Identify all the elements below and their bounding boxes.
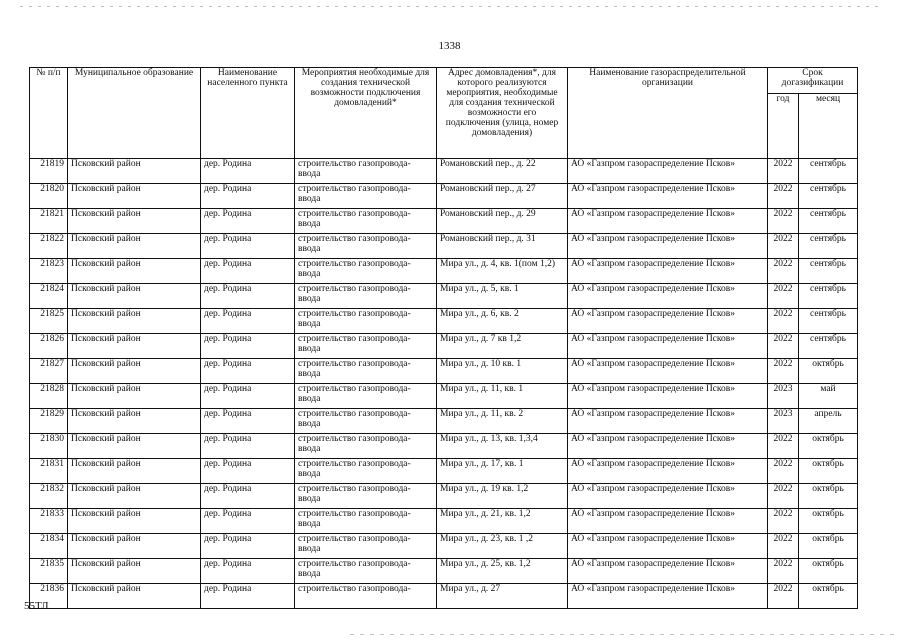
scan-artifact-top bbox=[20, 6, 880, 7]
cell-measure: строительство газопровода-ввода bbox=[295, 459, 437, 484]
cell-num: 21827 bbox=[30, 359, 68, 384]
cell-num: 21835 bbox=[30, 559, 68, 584]
cell-settlement: дер. Родина bbox=[201, 334, 295, 359]
header-settlement: Наименование населенного пункта bbox=[201, 68, 295, 159]
cell-municipality: Псковский район bbox=[68, 309, 201, 334]
cell-address: Романовский пер., д. 27 bbox=[437, 184, 568, 209]
table-row bbox=[30, 584, 858, 609]
table-row bbox=[30, 259, 858, 284]
table-header bbox=[30, 68, 858, 159]
cell-address: Мира ул., д. 5, кв. 1 bbox=[437, 284, 568, 309]
table-row bbox=[30, 434, 858, 459]
cell-num: 21821 bbox=[30, 209, 68, 234]
cell-settlement: дер. Родина bbox=[201, 209, 295, 234]
cell-organization: АО «Газпром газораспределение Псков» bbox=[568, 459, 768, 484]
table-row bbox=[30, 309, 858, 334]
cell-measure: строительство газопровода-ввода bbox=[295, 184, 437, 209]
cell-settlement: дер. Родина bbox=[201, 309, 295, 334]
cell-num: 21823 bbox=[30, 259, 68, 284]
cell-settlement: дер. Родина bbox=[201, 559, 295, 584]
cell-measure: строительство газопровода-ввода bbox=[295, 259, 437, 284]
cell-num: 21828 bbox=[30, 384, 68, 409]
cell-measure: строительство газопровода- bbox=[295, 584, 437, 609]
table-row bbox=[30, 459, 858, 484]
table-row bbox=[30, 409, 858, 434]
cell-municipality: Псковский район bbox=[68, 259, 201, 284]
table-row bbox=[30, 484, 858, 509]
cell-month: октябрь bbox=[799, 559, 858, 584]
cell-settlement: дер. Родина bbox=[201, 259, 295, 284]
gasification-table bbox=[29, 67, 858, 609]
cell-year: 2022 bbox=[768, 534, 799, 559]
cell-num: 21819 bbox=[30, 159, 68, 184]
cell-municipality: Псковский район bbox=[68, 484, 201, 509]
cell-measure: строительство газопровода-ввода bbox=[295, 484, 437, 509]
cell-address: Мира ул., д. 4, кв. 1(пом 1,2) bbox=[437, 259, 568, 284]
cell-num: 21832 bbox=[30, 484, 68, 509]
cell-year: 2022 bbox=[768, 209, 799, 234]
cell-organization: АО «Газпром газораспределение Псков» bbox=[568, 434, 768, 459]
cell-year: 2022 bbox=[768, 459, 799, 484]
cell-year: 2022 bbox=[768, 509, 799, 534]
cell-organization: АО «Газпром газораспределение Псков» bbox=[568, 334, 768, 359]
cell-measure: строительство газопровода-ввода bbox=[295, 509, 437, 534]
cell-organization: АО «Газпром газораспределение Псков» bbox=[568, 159, 768, 184]
cell-num: 21820 bbox=[30, 184, 68, 209]
table-body bbox=[30, 159, 858, 609]
cell-address: Мира ул., д. 17, кв. 1 bbox=[437, 459, 568, 484]
cell-month: сентябрь bbox=[799, 234, 858, 259]
cell-month: октябрь bbox=[799, 584, 858, 609]
header-year: год bbox=[768, 94, 799, 159]
cell-measure: строительство газопровода-ввода bbox=[295, 309, 437, 334]
cell-measure: строительство газопровода-ввода bbox=[295, 384, 437, 409]
cell-month: май bbox=[799, 384, 858, 409]
header-measures: Мероприятия необходимые для создания технической возможности подключения домовладений* bbox=[295, 68, 437, 159]
cell-municipality: Псковский район bbox=[68, 234, 201, 259]
cell-settlement: дер. Родина bbox=[201, 459, 295, 484]
table-row bbox=[30, 384, 858, 409]
cell-year: 2023 bbox=[768, 384, 799, 409]
cell-municipality: Псковский район bbox=[68, 209, 201, 234]
cell-organization: АО «Газпром газораспределение Псков» bbox=[568, 559, 768, 584]
cell-organization: АО «Газпром газораспределение Псков» bbox=[568, 309, 768, 334]
cell-month: сентябрь bbox=[799, 284, 858, 309]
cell-num: 21834 bbox=[30, 534, 68, 559]
cell-year: 2022 bbox=[768, 159, 799, 184]
cell-month: октябрь bbox=[799, 484, 858, 509]
cell-municipality: Псковский район bbox=[68, 334, 201, 359]
header-address: Адрес домовладения*, для которого реализуются мероприятия, необходимые для создания технической возможности его подключения (улица, номер домовладения) bbox=[437, 68, 568, 159]
cell-month: сентябрь bbox=[799, 209, 858, 234]
cell-year: 2022 bbox=[768, 584, 799, 609]
scan-artifact-bottom bbox=[350, 634, 899, 635]
table-row bbox=[30, 159, 858, 184]
cell-num: 21833 bbox=[30, 509, 68, 534]
cell-organization: АО «Газпром газораспределение Псков» bbox=[568, 534, 768, 559]
cell-municipality: Псковский район bbox=[68, 434, 201, 459]
cell-address: Романовский пер., д. 29 bbox=[437, 209, 568, 234]
cell-month: октябрь bbox=[799, 459, 858, 484]
header-municipality: Муниципальное образование bbox=[68, 68, 201, 159]
cell-measure: строительство газопровода-ввода bbox=[295, 209, 437, 234]
cell-measure: строительство газопровода-ввода bbox=[295, 409, 437, 434]
cell-organization: АО «Газпром газораспределение Псков» bbox=[568, 284, 768, 309]
cell-municipality: Псковский район bbox=[68, 184, 201, 209]
table-row bbox=[30, 534, 858, 559]
cell-year: 2022 bbox=[768, 234, 799, 259]
cell-num: 21830 bbox=[30, 434, 68, 459]
table-row bbox=[30, 334, 858, 359]
cell-measure: строительство газопровода-ввода bbox=[295, 334, 437, 359]
cell-measure: строительство газопровода-ввода bbox=[295, 434, 437, 459]
cell-municipality: Псковский район bbox=[68, 509, 201, 534]
cell-num: 21822 bbox=[30, 234, 68, 259]
table-row bbox=[30, 284, 858, 309]
cell-month: сентябрь bbox=[799, 159, 858, 184]
table-row bbox=[30, 184, 858, 209]
cell-year: 2022 bbox=[768, 484, 799, 509]
table-row bbox=[30, 359, 858, 384]
cell-address: Мира ул., д. 6, кв. 2 bbox=[437, 309, 568, 334]
cell-year: 2022 bbox=[768, 184, 799, 209]
cell-organization: АО «Газпром газораспределение Псков» bbox=[568, 259, 768, 284]
cell-organization: АО «Газпром газораспределение Псков» bbox=[568, 409, 768, 434]
cell-address: Мира ул., д. 19 кв. 1,2 bbox=[437, 484, 568, 509]
page-number: 1338 bbox=[438, 40, 461, 52]
header-num: № п/п bbox=[30, 68, 68, 159]
cell-settlement: дер. Родина bbox=[201, 409, 295, 434]
cell-measure: строительство газопровода-ввода bbox=[295, 359, 437, 384]
cell-month: сентябрь bbox=[799, 184, 858, 209]
cell-organization: АО «Газпром газораспределение Псков» bbox=[568, 359, 768, 384]
cell-organization: АО «Газпром газораспределение Псков» bbox=[568, 509, 768, 534]
cell-settlement: дер. Родина bbox=[201, 484, 295, 509]
cell-settlement: дер. Родина bbox=[201, 434, 295, 459]
cell-measure: строительство газопровода-ввода bbox=[295, 159, 437, 184]
table-row bbox=[30, 234, 858, 259]
cell-settlement: дер. Родина bbox=[201, 509, 295, 534]
cell-month: сентябрь bbox=[799, 309, 858, 334]
cell-year: 2023 bbox=[768, 409, 799, 434]
cell-municipality: Псковский район bbox=[68, 384, 201, 409]
cell-month: сентябрь bbox=[799, 259, 858, 284]
cell-address: Мира ул., д. 21, кв. 1,2 bbox=[437, 509, 568, 534]
cell-address: Мира ул., д. 23, кв. 1 ,2 bbox=[437, 534, 568, 559]
cell-year: 2022 bbox=[768, 559, 799, 584]
header-organization: Наименование газораспределительной организации bbox=[568, 68, 768, 159]
cell-measure: строительство газопровода-ввода bbox=[295, 234, 437, 259]
cell-month: октябрь bbox=[799, 434, 858, 459]
cell-year: 2022 bbox=[768, 284, 799, 309]
cell-year: 2022 bbox=[768, 434, 799, 459]
header-month: месяц bbox=[799, 94, 858, 159]
cell-settlement: дер. Родина bbox=[201, 234, 295, 259]
cell-year: 2022 bbox=[768, 309, 799, 334]
cell-measure: строительство газопровода-ввода bbox=[295, 284, 437, 309]
cell-municipality: Псковский район bbox=[68, 534, 201, 559]
cell-address: Мира ул., д. 11, кв. 2 bbox=[437, 409, 568, 434]
cell-num: 21824 bbox=[30, 284, 68, 309]
cell-settlement: дер. Родина bbox=[201, 359, 295, 384]
cell-municipality: Псковский район bbox=[68, 409, 201, 434]
cell-settlement: дер. Родина bbox=[201, 184, 295, 209]
cell-organization: АО «Газпром газораспределение Псков» bbox=[568, 184, 768, 209]
cell-num: 21831 bbox=[30, 459, 68, 484]
cell-measure: строительство газопровода-ввода bbox=[295, 534, 437, 559]
cell-num: 21829 bbox=[30, 409, 68, 434]
cell-num: 21825 bbox=[30, 309, 68, 334]
footer-code: 55ТЛ bbox=[24, 600, 49, 612]
cell-address: Мира ул., д. 10 кв. 1 bbox=[437, 359, 568, 384]
cell-organization: АО «Газпром газораспределение Псков» bbox=[568, 484, 768, 509]
cell-month: сентябрь bbox=[799, 334, 858, 359]
cell-month: октябрь bbox=[799, 359, 858, 384]
table-row bbox=[30, 209, 858, 234]
table-row bbox=[30, 559, 858, 584]
cell-month: апрель bbox=[799, 409, 858, 434]
cell-address: Мира ул., д. 27 bbox=[437, 584, 568, 609]
cell-month: октябрь bbox=[799, 509, 858, 534]
cell-settlement: дер. Родина bbox=[201, 584, 295, 609]
cell-municipality: Псковский район bbox=[68, 559, 201, 584]
cell-settlement: дер. Родина bbox=[201, 534, 295, 559]
cell-organization: АО «Газпром газораспределение Псков» bbox=[568, 209, 768, 234]
cell-address: Мира ул., д. 11, кв. 1 bbox=[437, 384, 568, 409]
cell-year: 2022 bbox=[768, 334, 799, 359]
cell-municipality: Псковский район bbox=[68, 159, 201, 184]
table-row bbox=[30, 509, 858, 534]
cell-settlement: дер. Родина bbox=[201, 384, 295, 409]
cell-address: Мира ул., д. 7 кв 1,2 bbox=[437, 334, 568, 359]
cell-municipality: Псковский район bbox=[68, 284, 201, 309]
cell-organization: АО «Газпром газораспределение Псков» bbox=[568, 234, 768, 259]
cell-year: 2022 bbox=[768, 259, 799, 284]
header-term: Срок догазификации bbox=[768, 68, 858, 94]
cell-municipality: Псковский район bbox=[68, 359, 201, 384]
cell-municipality: Псковский район bbox=[68, 584, 201, 609]
cell-settlement: дер. Родина bbox=[201, 284, 295, 309]
cell-settlement: дер. Родина bbox=[201, 159, 295, 184]
cell-address: Романовский пер., д. 31 bbox=[437, 234, 568, 259]
cell-organization: АО «Газпром газораспределение Псков» bbox=[568, 384, 768, 409]
cell-month: октябрь bbox=[799, 534, 858, 559]
cell-address: Мира ул., д. 13, кв. 1,3,4 bbox=[437, 434, 568, 459]
cell-year: 2022 bbox=[768, 359, 799, 384]
cell-address: Мира ул., д. 25, кв. 1,2 bbox=[437, 559, 568, 584]
cell-organization: АО «Газпром газораспределение Псков» bbox=[568, 584, 768, 609]
cell-municipality: Псковский район bbox=[68, 459, 201, 484]
cell-measure: строительство газопровода-ввода bbox=[295, 559, 437, 584]
cell-num: 21826 bbox=[30, 334, 68, 359]
cell-num: 21836 bbox=[30, 584, 68, 609]
cell-address: Романовский пер., д. 22 bbox=[437, 159, 568, 184]
